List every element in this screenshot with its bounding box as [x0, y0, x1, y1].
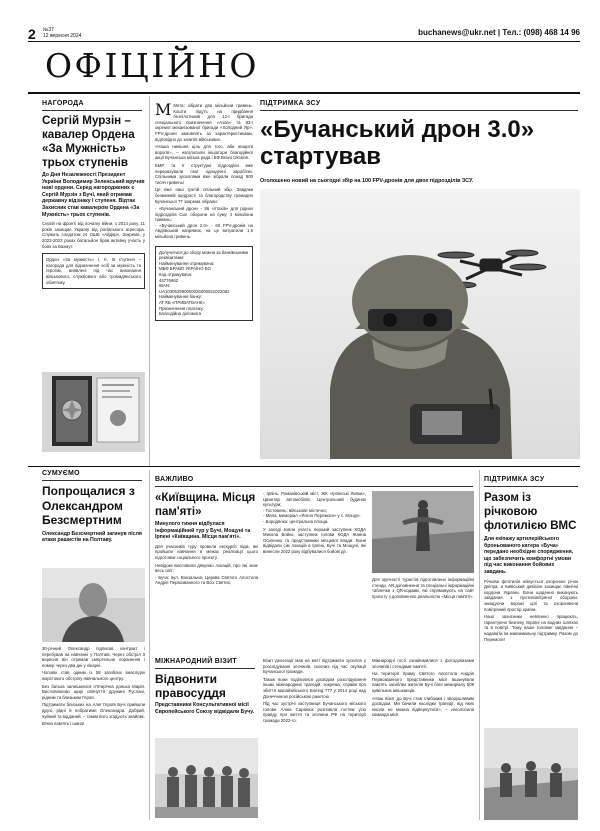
flotilla-rule	[484, 486, 578, 487]
award-box-text: Орден «За мужність» I, II, III ступеня – нагорода для відзначення осіб за мужність та героїзм, виявлені під час виконання військового, службового або громадянського обов'язку.	[46, 257, 141, 285]
bank-iban: UA103052990000026000021022082	[159, 288, 230, 294]
important-list-item: - Гостомель: військове містечко;	[263, 507, 327, 513]
flotilla-photo	[484, 728, 578, 820]
visit-text-5: На території Храму Святого Апостола Андрія Первозванного представники місії вшанували пам'ять загиблих жителів Бучі біля меморіалу 509 цивільних мешканців.	[372, 671, 474, 693]
memorial-rule	[42, 480, 142, 481]
issue-date: 12 вересня 2024	[43, 33, 82, 39]
award-info-box	[42, 253, 145, 289]
memorial-end: Вічна пам'ять і шана!	[42, 721, 85, 727]
bank-recipient: МБФ БРАВО УКРАЇНО БО	[159, 266, 211, 272]
important-list-item: - Бородянка: центральна площа.	[263, 518, 329, 524]
soldier-with-drone-image	[260, 189, 580, 459]
section-title: ОФІЦІЙНО	[45, 46, 259, 85]
visit-header	[155, 672, 258, 715]
issue-number: №37	[43, 27, 54, 33]
visit-text-6: «Наш візит до Бучі став глибоким і зворушливим досвідом. Ми бачили наслідки трагедії, від яких ніколи не можна відвернутися», – наголосила команда місії.	[372, 695, 474, 718]
important-rule	[155, 486, 473, 487]
award-article	[42, 114, 145, 289]
medal-case-image	[42, 372, 145, 452]
important-list-item: - Ірпінь: Романівський міст, ЖК «Ірпінські Липки», Цвинтар автомобілів, Центральний будинок культури;	[263, 491, 367, 508]
important-body-1: Для учасників туру провели екскурсії підм, які пройшли навчання в межах реалізації цього підготовки соціального проєкту.	[155, 543, 258, 560]
important-list-item: - Буча: вул. Вокзальна, Церква Святого Апостола Андрія Первозванного та Всіх Святих;	[155, 574, 259, 586]
visit-title: Відвонити правосуддя	[155, 672, 226, 700]
column-divider-2	[149, 470, 150, 820]
memorial-article	[42, 484, 145, 544]
drone-intro: М Мета: зібрати два мільйони гривень. Кошти підуть на придбання безпілотників для 12-ї бригади спеціального призначення «Азов» та 93-ї окремої механізованої бригади «Холодний Яр». FPV-дрони замовлять за характеристиками, відповідно до запитів військових.	[155, 100, 253, 142]
visit-section-label: МІЖНАРОДНИЙ ВІЗИТ	[155, 658, 237, 665]
memorial-body-3: Без батька залишилися п'ятирічна донька Марія. Висловлюємо щирі співчуття дружині Руслані, рідним та близьким Героя.	[42, 683, 145, 700]
award-body: Сергій на фронті від початку війни, з 2014 року. 11 років захищає Україну від російського агресора. Служить солдатом 24 ОШБ «Айдар». Зокрема, у 2022-2023 роках батальйон брав активну участь у боях за Бахмут.	[42, 221, 145, 249]
important-body-3: У заході взяли участь перший заступник КОДА Микола Бойко, заступник голови КОДА Жанна Осипенко та представники місцевої влади. Вони відвідали сім локацій в Ірпені, Бучі та Мощуні, які винесли 2022 року відбувалися бойові дії.	[263, 526, 366, 554]
bank-iban-label: IBAN:	[159, 283, 171, 289]
visit-photo	[155, 738, 258, 818]
memorial-section-label: СУМУЄМО	[42, 470, 80, 477]
important-list-item: - Мила, меморіал «Янгол Перемоги» у с. Мощун.	[263, 513, 361, 519]
drone-quote: «Наша нинішня ціль для того, аби нищити ворогів», – наголосили ініціатори благодійної акції Бучанська міська рада і БФ Bravo Ukraine.	[155, 144, 253, 161]
portrait-image	[42, 568, 145, 642]
memorial-lead: Олександр Безсмертний загинув після атаки рашистів на Полтаву.	[42, 530, 142, 544]
drone-section-label: ПІДТРИМКА ЗСУ	[260, 100, 321, 107]
visit-text-3: Під час зустрічі заступниця Бучанського міського голови Аліна Саранюк розповіла гостям усю правду про життя та злочини РФ на території громади 2022-го.	[263, 701, 366, 723]
important-body-2: Невідомі висловили дякуємо локацій, про які знає весь світ:	[155, 562, 258, 574]
flotilla-lead: Для екіпажу артилерійського броньованого катера «Буча» передано необхідне спорядження, що забезпечить комфортні умови під час виконання бойових завдань.	[484, 536, 574, 575]
drone-rule	[260, 110, 578, 111]
mid-rule	[28, 466, 580, 467]
drone-result-2: - «Бучанський дрон 2.0» - 60 FPV-дронів на Авдіївський напрямок, на це витратили 1,5 мільйона гривень.	[155, 222, 253, 240]
page-header	[28, 26, 580, 42]
bank-purpose: Благодійна допомога	[159, 311, 202, 317]
drone-text-column	[155, 100, 254, 321]
important-col-1	[155, 491, 258, 586]
bank-code: 44776862	[159, 277, 179, 283]
flotilla-body-2: Наші захисники невпинно працюють, гарантуючи безпеку Україні на водних шляхах та в повітрі. Тому наше головне завдання – надавати їм максимальну підтримку. Разом до Перемоги!	[484, 614, 578, 642]
visit-col-3	[372, 658, 474, 718]
bank-name-label: Найменування банку:	[159, 294, 203, 300]
header-rule	[28, 92, 580, 94]
drone-third: Це вже наш третій спільний збір. Завдяки безмежній щедрості та благородству громадян Бучанської ТГ зокрема зібрали:	[155, 187, 253, 204]
memorial-body-1: 30-річний Олександр підписав контракт і перебував на навчанні у Полтаві. Через обстріл 3 вересня він отримав смертельне поранення і помер через два дні у лікарні.	[42, 646, 145, 668]
drone-subtitle: Оголошено новий на сьогодні збір на 100 FPV-дронів для двох підрозділів ЗСУ.	[260, 178, 474, 184]
boat-crew-image	[484, 728, 578, 820]
memorial-title: Попрощалися з Олександром Безсмертним	[42, 484, 135, 527]
important-lead: Минулого тижня відбулася інформаційний тур у Бучі, Мощуні та Ірпені «Київщина. Місця пам'яті».	[155, 521, 251, 541]
visit-col-2	[263, 658, 366, 724]
flotilla-section-label: ПІДТРИМКА ЗСУ	[484, 476, 545, 483]
memorial-photo	[42, 568, 145, 642]
delegation-image	[155, 738, 258, 818]
drone-history: БМР та її структурні підрозділи вже перерахували свої одноденні заробітки. Спільними зусиллями вже зібрали понад 800 тисяч гривень!	[155, 162, 253, 185]
important-col-2	[263, 491, 366, 555]
important-title: «Київщина. Місця пам'яті»	[155, 492, 256, 518]
column-divider	[149, 96, 150, 466]
memorial-body-2: Чоловік став одним із 58 загиблих внаслідок жорстокого обстрілу навчального центру.	[42, 670, 145, 681]
award-lead: До Дня Незалежності Президент України Володимир Зеленський вручив нові ордени. Серед нагороджених є Сергій Мурзін з Бучі, який отримав державну відзнаку І ступеня. Відтак Захисник став кавалером Ордена «За Мужність» трьох ступенів.	[42, 172, 145, 218]
contacts: buchanews@ukr.net | Тел.: (098) 468 14 96	[418, 28, 580, 37]
visit-text-1: Візит делегації мав на меті підтримати зусилля у розслідуванні злочинів, скоєних під час окупації Бучанської громади.	[263, 658, 366, 675]
issue-info	[43, 27, 81, 39]
monument-image	[372, 491, 474, 573]
visit-text-4: Міжнародні гості ознайомилися з фотодоказами злочинів і стендами пам'яті.	[372, 658, 474, 669]
drone-result-1: - «Бучанський дрон» - 86 «птахів» для рідних підрозділів Сил оборони на суму 4 мільйони гривень;	[155, 206, 254, 223]
bank-purpose-label: Призначення платежу:	[159, 305, 205, 311]
page-number: 2	[28, 26, 36, 42]
award-section-label: НАГОРОДА	[42, 100, 84, 107]
memorial-body	[42, 646, 145, 727]
bank-code-label: Код отримувача:	[159, 272, 193, 278]
visit-rule	[155, 668, 255, 669]
bank-join: Долучитися до збору можна за банківськими реквізитами:	[159, 249, 249, 261]
award-rule	[42, 110, 142, 111]
bank-recipient-label: Найменування отримувача:	[159, 260, 215, 266]
drone-photo	[260, 189, 580, 459]
flotilla-article	[484, 491, 578, 642]
award-title: Сергій Мурзін – кавалер Ордена «За Мужність» трьох ступенів	[42, 114, 135, 169]
column-divider-3	[479, 470, 480, 820]
dropcap: М	[155, 100, 172, 119]
visit-text-2: Також вони поділилися досвідом розслідування інших міжнародних трагедій, зокрема, справи про збиття малайзійського Boeing 777 у 2014 році над Донеччиною російською ракетою.	[263, 676, 366, 699]
drone-title: «Бучанський дрон 3.0» стартував	[260, 116, 535, 170]
bank-name: АТ КБ «ПРИВАТБАНК»	[159, 300, 205, 305]
memory-places-photo	[372, 491, 474, 573]
flotilla-body-1: Річкова флотилія опікується охороною річок Дніпра, а Київський дивізіон захищає північні кордони України. Вони щоденно виконують завдання з протиповітряної оборони, знищуючи ворожі цілі та охороняючи повітряний простір країни.	[484, 578, 578, 612]
visit-lead: Представники Консультативної місії Європейського Союзу відвідали Бучу.	[155, 702, 255, 715]
flotilla-title: Разом із річковою флотилією ВМС	[484, 492, 577, 532]
memorial-body-4: Підтримати близьких на Алеї Героїв Бучі прийшли друзі, рідні й побратими Олександра. Добрий, чуйний та відданий, – таким його згадують знайомі.	[42, 702, 145, 719]
bank-details-box	[155, 246, 253, 321]
memory-places-caption: Для зручності туристів підготовлено інформаційні стенди, АR доповнення та спеціальні інформаційні таблички з QR-кодами, які спрямовують на сайт проєкту з доповненою реальністю «Місця пам'яті».	[372, 577, 474, 599]
award-photo	[42, 372, 145, 452]
important-section-label: ВАЖЛИВО	[155, 476, 194, 483]
